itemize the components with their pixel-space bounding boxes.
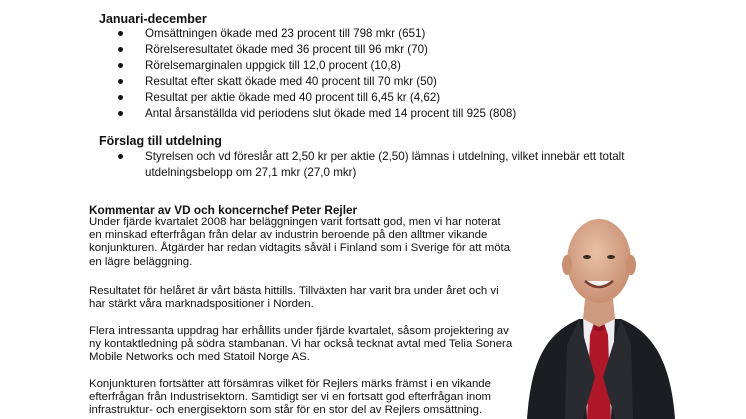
heading-kommentar: Kommentar av VD och koncernchef Peter Rejler xyxy=(89,203,358,217)
bullet-item: Rörelseresultatet ökade med 36 procent till 96 mkr (70) xyxy=(145,42,428,58)
bullet-dot-icon xyxy=(118,154,123,159)
bullet-dot-icon xyxy=(118,31,123,36)
heading-januari-december: Januari-december xyxy=(99,12,207,26)
bullet-dot-icon xyxy=(118,63,123,68)
bullet-item: Resultat per aktie ökade med 40 procent till 6,45 kr (4,62) xyxy=(145,90,440,106)
comment-paragraph: Flera intressanta uppdrag har erhållits under fjärde kvartalet, såsom projektering av ny kontaktledning på södra stambanan. Vi har också tecknat avtal med Telia Sonera Mobile Networks och med Statoil Norge AS. xyxy=(89,325,513,364)
bullet-dot-icon xyxy=(118,47,123,52)
bullet-item: Antal årsanställda vid periodens slut ökade med 14 procent till 925 (808) xyxy=(145,106,516,122)
portrait-photo xyxy=(521,195,677,419)
heading-forslag-till-utdelning: Förslag till utdelning xyxy=(99,134,222,148)
bullet-item: Omsättningen ökade med 23 procent till 798 mkr (651) xyxy=(145,26,425,42)
bullet-item-continuation: utdelningsbelopp om 27,1 mkr (27,0 mkr) xyxy=(145,166,357,179)
bullet-dot-icon xyxy=(118,111,123,116)
comment-paragraph: Konjunkturen fortsätter att försämras vilket för Rejlers märks främst i en vikande efterfrågan från Industrisektorn. Samtidigt ser vi en fortsatt god efterfrågan inom infrastruktur- och energisektorn som står för en stor del av Rejlers omsättning. xyxy=(89,378,492,417)
comment-paragraph: Resultatet för helåret är vårt bästa hittills. Tillväxten har varit bra under året och vi har stärkt våra marknadspositioner i Norden. xyxy=(89,285,499,311)
bullet-dot-icon xyxy=(118,95,123,100)
bullet-item: Resultat efter skatt ökade med 40 procent till 70 mkr (50) xyxy=(145,74,437,90)
bullet-item: Rörelsemarginalen uppgick till 12,0 procent (10,8) xyxy=(145,58,401,74)
bullet-item: Styrelsen och vd föreslår att 2,50 kr per aktie (2,50) lämnas i utdelning, vilket innebär ett totalt xyxy=(145,149,624,165)
bullet-dot-icon xyxy=(118,79,123,84)
comment-paragraph: Under fjärde kvartalet 2008 har beläggningen varit fortsatt god, men vi har noterat en minskad efterfrågan från delar av industrin beroende på den alltmer vikande konjunkturen. Åtgärder har redan vidtagits såväl i Finland som i Sverige för att möta en lägre beläggning. xyxy=(89,216,511,268)
